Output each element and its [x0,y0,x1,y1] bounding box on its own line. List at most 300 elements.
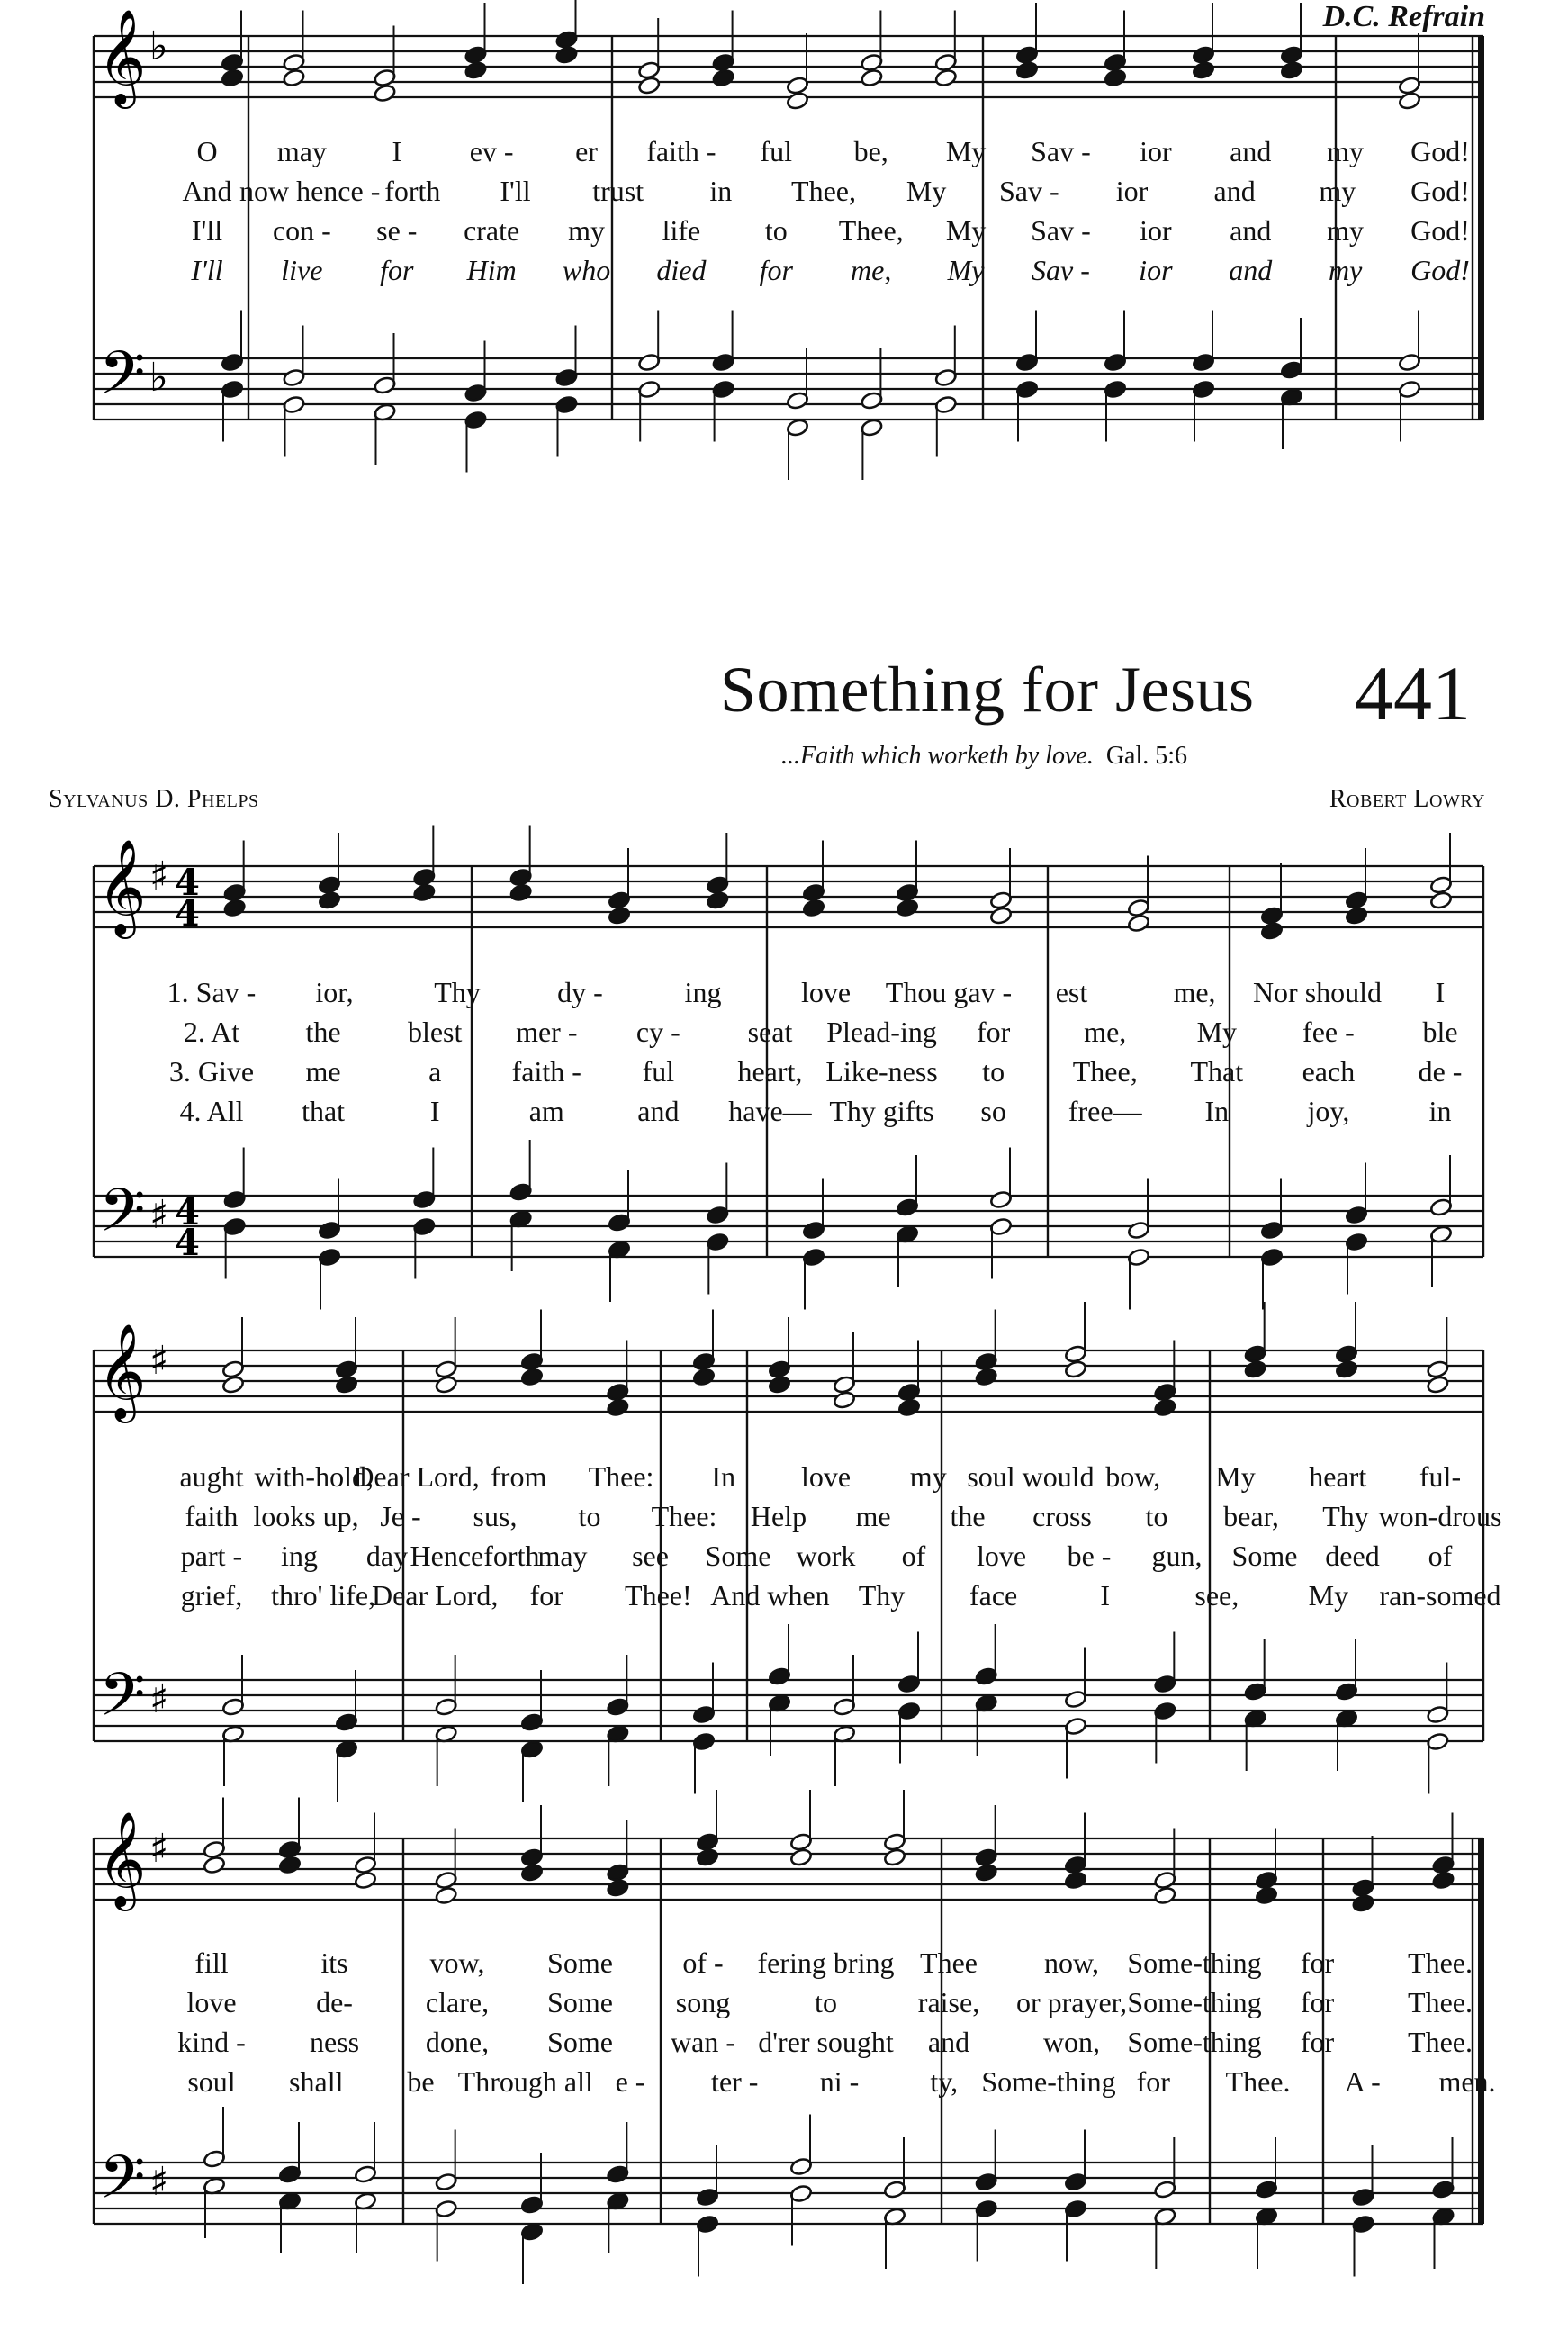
sys1-treble-note-lower [509,883,533,903]
sys1-treble-note-lower [802,899,825,918]
lyric-syllable: for [1300,1986,1335,2018]
lyric-syllable: Some-thing [1127,2026,1262,2058]
lyric-syllable: crate [464,214,520,247]
sys3-treble-note-lower [1255,1886,1278,1906]
lyric-syllable: Some-thing [981,2065,1116,2098]
lyric-syllable: dy - [557,976,603,1008]
lyric-syllable: er [575,135,598,167]
lyric-syllable: ful [642,1055,675,1088]
lyric-syllable: Some [547,2026,613,2058]
scripture-reference: Gal. 5:6 [1105,742,1188,770]
top-treble-key: ♭ [149,23,168,69]
lyric-syllable: for [380,254,414,286]
lyric-syllable: de - [1418,1055,1463,1088]
sys2-treble-note-lower [768,1375,791,1395]
lyric-syllable: song [675,1986,731,2018]
lyric-syllable: de- [316,1986,353,2018]
sys1-treble-key: ♯ [149,853,169,899]
lyric-syllable: Thee! [625,1579,692,1612]
lyric-syllable: cross [1032,1500,1092,1532]
lyric-syllable: be [407,2065,435,2098]
lyric-syllable: part - [180,1540,243,1572]
lyric-syllable: and [1230,135,1272,167]
top-treble-note-lower [637,76,661,95]
lyric-syllable: bear, [1223,1500,1279,1532]
author-credit: Sylvanus D. Phelps [49,785,259,813]
lyric-syllable: work [796,1540,856,1572]
lyric-syllable: raise, [917,1986,980,2018]
top-treble-note-lower [283,68,306,88]
sys3-treble-note-lower [435,1886,458,1906]
lyric-syllable: Some-thing [1127,1986,1262,2018]
lyric-syllable: Nor should [1252,976,1383,1008]
sys1-bass-time-top: 4 [175,1191,200,1233]
lyric-line [0,1460,1568,1496]
lyric-syllable: shall [289,2065,344,2098]
lyric-syllable: me, [1173,976,1216,1008]
lyric-line [0,1540,1568,1576]
lyric-syllable: ty, [930,2065,959,2098]
lyric-line [0,2026,1568,2062]
lyric-syllable: ful- [1419,1460,1462,1493]
lyric-syllable: Plead-ing [826,1016,937,1048]
lyric-syllable: heart, [737,1055,803,1088]
lyric-syllable: God! [1410,135,1470,167]
sys1-treble-clef: 𝄞 [97,838,147,935]
lyric-syllable: faith - [511,1055,581,1088]
lyric-syllable: for [759,254,793,286]
sys3-treble-note-lower [354,1871,377,1891]
lyric-syllable: in [709,175,733,207]
lyric-syllable: with-hold, [254,1460,374,1493]
lyric-syllable: from [491,1460,547,1493]
lyric-syllable: and [1229,254,1273,286]
lyric-syllable: forth [384,175,441,207]
lyric-syllable: be, [853,135,888,167]
top-treble-note-lower [1192,60,1215,80]
lyric-syllable: aught [179,1460,244,1493]
lyric-syllable: my [1328,254,1363,286]
lyric-syllable: Thee. [1225,2065,1291,2098]
sys2-treble-note-lower [435,1375,458,1395]
sys1-treble-time-top: 4 [175,862,200,904]
lyric-syllable: me [855,1500,891,1532]
sys1-treble-note-lower [1345,906,1368,926]
sys1-bass-time-bottom: 4 [175,1222,200,1264]
top-treble-note-lower [1104,68,1127,88]
lyric-syllable: And when [710,1579,830,1612]
lyric-line [0,1946,1568,1982]
lyric-syllable: I'll [191,254,223,286]
lyric-syllable: d'rer sought [758,2026,894,2058]
sys3-treble-note-lower [975,1863,998,1883]
lyric-line [0,1095,1568,1131]
sys3-treble-note-lower [1352,1893,1375,1913]
lyric-syllable: my [909,1460,947,1493]
top-treble-note-lower [221,68,244,88]
lyric-syllable: A - [1344,2065,1381,2098]
lyric-syllable: wan - [671,2026,735,2058]
lyric-syllable: My [1215,1460,1256,1493]
lyric-syllable: My [1308,1579,1349,1612]
sys2-treble-note-lower [1064,1359,1087,1379]
lyric-syllable: blest [407,1016,463,1048]
sys2-treble-note-lower [1153,1398,1176,1418]
sys3-treble-note-lower [203,1856,226,1875]
lyric-syllable: Thee. [1408,1946,1473,1979]
lyric-syllable: 4. All [179,1095,244,1127]
lyric-syllable: may [276,135,327,167]
lyric-syllable: ful [760,135,793,167]
lyric-syllable: se - [376,214,418,247]
lyric-syllable: and [1230,214,1272,247]
lyric-syllable: ble [1422,1016,1458,1048]
sys1-treble-note-lower [1127,914,1150,934]
lyric-syllable: My [906,175,947,207]
lyric-syllable: Thou gav - [885,976,1013,1008]
sys1-treble-note-lower [1260,921,1284,941]
sys2-treble-note-lower [1335,1359,1358,1379]
lyric-syllable: so [980,1095,1006,1127]
lyric-syllable: fering bring [757,1946,895,1979]
sys2-treble-clef: 𝄞 [97,1323,147,1419]
lyric-syllable: who [562,254,611,286]
top-bass-clef: 𝄢 [99,339,146,422]
lyric-syllable: Sav - [1031,214,1091,247]
lyric-syllable: 2. At [183,1016,240,1048]
lyric-syllable: Some [547,1946,613,1979]
lyric-syllable: the [950,1500,986,1532]
lyric-syllable: thro' life, [271,1579,376,1612]
lyric-syllable: to [764,214,788,247]
lyric-syllable: that [302,1095,346,1127]
lyric-syllable: ni - [819,2065,860,2098]
lyric-line [0,1055,1568,1091]
lyric-syllable: and [637,1095,680,1127]
lyric-syllable: grief, [180,1579,243,1612]
sys1-treble-note-lower [989,906,1013,926]
sys2-treble-note-lower [833,1390,856,1410]
lyric-syllable: joy, [1307,1095,1350,1127]
lyric-syllable: Like-ness [825,1055,938,1088]
lyric-syllable: Thy [858,1579,906,1612]
top-treble-note-lower [786,91,809,111]
lyric-syllable: of [901,1540,926,1572]
lyric-syllable: ior [1140,214,1172,247]
top-treble-note-lower [464,60,488,80]
lyric-syllable: Thy gifts [829,1095,934,1127]
lyric-syllable: Thee. [1408,2026,1473,2058]
top-treble-note-lower [1015,60,1039,80]
lyric-syllable: And [182,175,232,207]
lyric-syllable: Thee: [651,1500,717,1532]
lyric-line [0,1500,1568,1536]
lyric-syllable: my [568,214,605,247]
lyric-syllable: God! [1410,175,1470,207]
lyric-syllable: love [800,1460,852,1493]
sys2-bass-key: ♯ [149,1676,169,1722]
sys2-treble-key: ♯ [149,1338,169,1384]
lyric-syllable: and [927,2026,970,2058]
lyric-syllable: heart [1309,1460,1367,1493]
lyric-syllable: Dear Lord, [371,1579,499,1612]
lyric-syllable: Sav - [999,175,1059,207]
lyric-syllable: to [1145,1500,1168,1532]
lyric-syllable: Thee. [1408,1986,1473,2018]
lyric-syllable: my [1327,214,1365,247]
lyric-syllable: for [1300,1946,1335,1979]
sys1-treble-note-lower [608,906,631,926]
lyric-syllable: deed [1325,1540,1380,1572]
lyric-syllable: me, [851,254,892,286]
lyric-syllable: won, [1042,2026,1101,2058]
lyric-syllable: ior [1140,135,1172,167]
lyric-syllable: I [1435,976,1446,1008]
lyric-line [0,1579,1568,1615]
lyric-syllable: In [1204,1095,1230,1127]
sys3-treble-note-lower [278,1856,302,1875]
sys1-treble-note-lower [1429,890,1453,910]
lyric-syllable: ior [1115,175,1149,207]
lyric-syllable: Thee, [1072,1055,1138,1088]
lyric-syllable: life [662,214,701,247]
top-treble-note-lower [934,68,958,88]
lyric-syllable: of [1428,1540,1453,1572]
lyric-syllable: am [528,1095,564,1127]
sys1-treble-note-lower [412,883,436,903]
lyric-syllable: God! [1410,254,1470,286]
lyric-syllable: con - [272,214,331,247]
top-treble-note-lower [712,68,735,88]
sys3-treble-note-lower [789,1847,813,1867]
top-treble-note-lower [1398,91,1421,111]
lyric-syllable: Thy [1322,1500,1369,1532]
lyric-syllable: vow, [429,1946,485,1979]
lyric-syllable: I [1100,1579,1111,1612]
lyric-syllable: of - [682,1946,724,1979]
lyric-syllable: done, [425,2026,490,2058]
top-treble-note-lower [555,45,579,65]
sys1-treble-note-lower [223,899,247,918]
lyric-syllable: ev - [469,135,514,167]
lyric-syllable: its [320,1946,348,1979]
top-bass-key: ♭ [149,355,168,401]
lyric-line [0,976,1568,1012]
lyric-syllable: love [976,1540,1027,1572]
lyric-syllable: trust [592,175,644,207]
lyric-syllable: I [429,1095,440,1127]
lyric-syllable: gun, [1151,1540,1203,1572]
lyric-syllable: Thee, [791,175,856,207]
lyric-syllable: clare, [425,1986,490,2018]
top-treble-note-lower [860,68,883,88]
sys2-treble-note-lower [975,1368,998,1387]
sys1-bass-clef: 𝄢 [99,1176,146,1260]
lyric-syllable: each [1302,1055,1356,1088]
lyric-syllable: My [945,135,987,167]
sys2-treble-note-lower [335,1375,358,1395]
sys3-treble-key: ♯ [149,1826,169,1872]
lyric-syllable: fill [194,1946,229,1979]
sys2-treble-note-lower [897,1398,921,1418]
lyric-line [0,1986,1568,2022]
lyric-syllable: day [365,1540,409,1572]
lyric-syllable: see, [1194,1579,1239,1612]
lyric-syllable: face [969,1579,1018,1612]
hymn-number: 441 [1355,650,1471,736]
top-treble-note-lower [374,84,397,104]
lyric-syllable: mer - [516,1016,578,1048]
lyric-syllable: Help [750,1500,807,1532]
lyric-syllable: ness [309,2026,360,2058]
sys3-treble-note-lower [1153,1886,1176,1906]
sys1-treble-note-lower [896,899,919,918]
sys2-bass-clef: 𝄢 [99,1660,146,1744]
lyric-syllable: ing [281,1540,318,1572]
lyric-syllable: faith [185,1500,239,1532]
lyric-line [0,135,1568,171]
sys3-treble-note-lower [883,1847,906,1867]
lyric-syllable: soul [187,2065,236,2098]
lyric-syllable: Some-thing [1127,1946,1262,1979]
lyric-syllable: Some [705,1540,771,1572]
top-treble-note-lower [1280,60,1303,80]
lyric-syllable: have— [728,1095,812,1127]
sys2-treble-note-lower [1426,1375,1449,1395]
lyric-syllable: Thee [920,1946,978,1979]
lyric-syllable: Thy [434,976,481,1008]
scripture-line [781,742,1187,771]
lyric-syllable: seat [747,1016,793,1048]
lyric-line [0,214,1568,250]
lyric-syllable: Sav - [1032,254,1090,286]
lyric-line [0,175,1568,211]
lyric-syllable: see [632,1540,669,1572]
sys2-treble-note-lower [692,1368,716,1387]
lyric-syllable: a [428,1055,442,1088]
lyric-syllable: love [800,976,852,1008]
sys1-treble-note-lower [706,890,729,910]
lyric-syllable: Some [1231,1540,1298,1572]
lyric-syllable: Him [466,254,517,286]
lyric-syllable: That [1190,1055,1244,1088]
lyric-syllable: may [537,1540,588,1572]
lyric-syllable: to [815,1986,837,2018]
lyric-syllable: won-drous [1378,1500,1502,1532]
sys3-treble-note-lower [520,1863,544,1883]
lyric-syllable: soul would [967,1460,1095,1493]
lyric-line [0,254,1568,290]
scripture-text: ...Faith which worketh by love. [781,742,1094,770]
lyric-syllable: died [656,254,707,286]
sys3-treble-note-lower [606,1878,629,1898]
sys2-treble-note-lower [221,1375,245,1395]
lyric-syllable: cy - [635,1016,680,1048]
lyric-syllable: God! [1410,214,1470,247]
sys3-treble-note-lower [696,1847,719,1867]
lyric-syllable: Some [547,1986,613,2018]
sys2-treble-note-lower [1244,1359,1267,1379]
lyric-syllable: e - [615,2065,645,2098]
lyric-syllable: now, [1043,1946,1100,1979]
lyric-syllable: Thee, [838,214,904,247]
sys1-treble-time-bottom: 4 [175,892,200,935]
sys1-treble-note-lower [318,890,341,910]
lyric-syllable: for [1136,2065,1170,2098]
lyric-syllable: ior, [315,976,354,1008]
sys3-treble-clef: 𝄞 [97,1811,147,1907]
lyric-syllable: Je - [380,1500,421,1532]
lyric-syllable: ran-somed [1379,1579,1501,1612]
lyric-syllable: now hence - [239,175,381,207]
lyric-syllable: fee - [1302,1016,1355,1048]
lyric-syllable: Through all [457,2065,593,2098]
lyric-syllable: O [196,135,218,167]
lyric-syllable: I'll [191,214,223,247]
lyric-syllable: I [392,135,402,167]
lyric-syllable: my [1327,135,1365,167]
lyric-syllable: In [711,1460,736,1493]
lyric-syllable: My [1196,1016,1238,1048]
lyric-line [0,2065,1568,2101]
lyric-syllable: me [305,1055,341,1088]
top-treble-clef: 𝄞 [97,8,147,104]
lyric-syllable: Dear Lord, [353,1460,480,1493]
sys1-bass-key: ♯ [149,1192,169,1238]
lyric-syllable: to [982,1055,1005,1088]
sys2-treble-note-lower [520,1368,544,1387]
lyric-syllable: 1. Sav - [167,976,257,1008]
lyric-syllable: I'll [500,175,531,207]
lyric-syllable: for [1300,2026,1335,2058]
lyric-syllable: in [1428,1095,1452,1127]
lyric-syllable: bow, [1105,1460,1161,1493]
lyric-syllable: free— [1068,1095,1142,1127]
lyric-syllable: or prayer, [1015,1986,1128,2018]
lyric-syllable: live [281,254,323,286]
lyric-syllable: kind - [177,2026,246,2058]
lyric-syllable: My [945,214,987,247]
lyric-syllable: ing [684,976,722,1008]
lyric-syllable: Thee: [588,1460,654,1493]
lyric-syllable: to [578,1500,601,1532]
lyric-syllable: for [976,1016,1011,1048]
lyric-syllable: sus, [473,1500,518,1532]
lyric-syllable: for [529,1579,563,1612]
sys3-bass-key: ♯ [149,2159,169,2205]
lyric-syllable: ior [1139,254,1173,286]
sys3-treble-note-lower [1064,1871,1087,1891]
lyric-syllable: me, [1084,1016,1127,1048]
lyric-syllable: men. [1438,2065,1496,2098]
lyric-syllable: My [947,254,985,286]
lyric-syllable: be - [1067,1540,1112,1572]
lyric-syllable: Sav - [1031,135,1091,167]
sys3-treble-note-lower [1432,1871,1455,1891]
sys3-bass-clef: 𝄢 [99,2143,146,2226]
lyric-syllable: and [1213,175,1256,207]
lyric-syllable: the [305,1016,341,1048]
lyric-syllable: 3. Give [168,1055,255,1088]
sys2-treble-note-lower [606,1398,629,1418]
lyric-syllable: faith - [646,135,716,167]
lyric-syllable: my [1319,175,1356,207]
refrain-marker: D.C. Refrain [1322,0,1485,33]
hymn-title: Something for Jesus [720,654,1255,726]
lyric-syllable: Henceforth [410,1540,540,1572]
lyric-syllable: ter - [711,2065,759,2098]
lyric-syllable: est [1055,976,1088,1008]
